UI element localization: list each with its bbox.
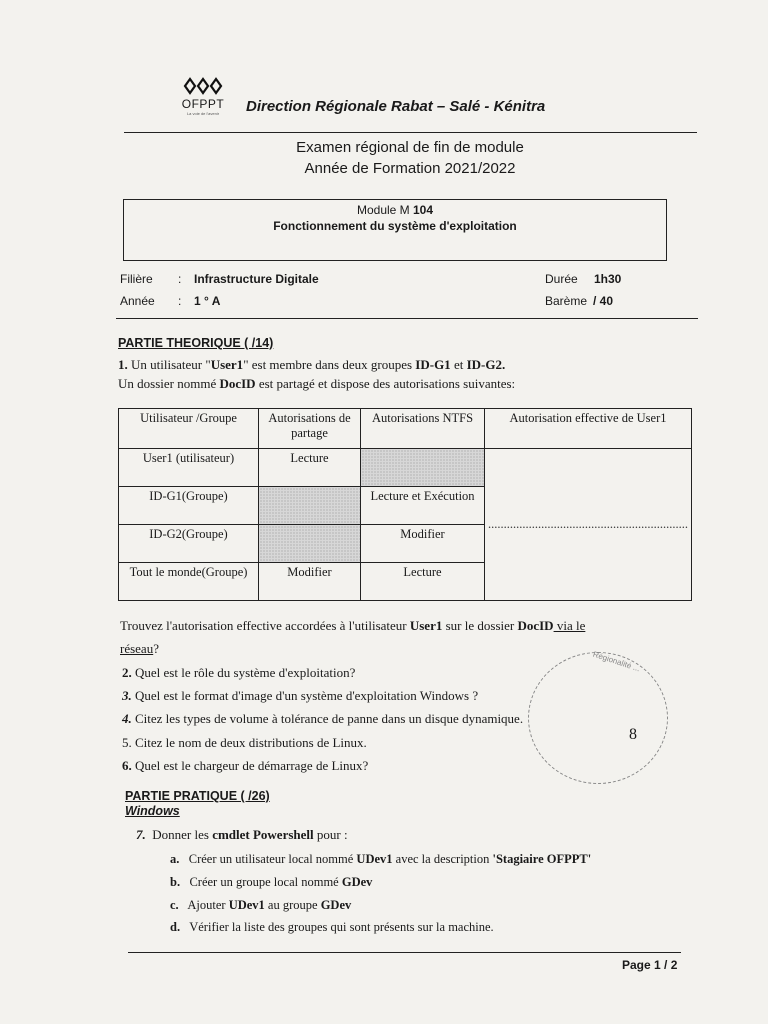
header-divider	[124, 132, 697, 133]
table-row	[119, 449, 692, 487]
row-ntfs: Lecture et Exécution	[361, 487, 485, 525]
exam-year: Année de Formation 2021/2022	[304, 160, 516, 177]
header-entity: Utilisateur /Groupe	[119, 409, 259, 449]
duree-label: Durée	[545, 272, 578, 286]
row-share: Modifier	[259, 563, 361, 601]
find-instruction-line-1: Trouvez l'autorisation effective accordées à l'utilisateur User1 sur le dossier DocID via le	[120, 618, 586, 633]
annee-sep: :	[178, 294, 182, 308]
info-divider	[116, 318, 698, 319]
row-share-shaded	[259, 525, 361, 563]
answer-dotted-line: ................................................................	[488, 517, 688, 531]
stamp-mark: 8	[629, 726, 637, 743]
row-entity: User1 (utilisateur)	[119, 449, 259, 487]
row-ntfs: Modifier	[361, 525, 485, 563]
filiere-value: Infrastructure Digitale	[194, 272, 319, 286]
question-7: 7. Donner les cmdlet Powershell pour :	[136, 827, 348, 842]
table-header-row	[119, 409, 692, 449]
practice-title: PARTIE PRATIQUE ( /26)	[125, 789, 270, 803]
module-box	[123, 199, 667, 261]
row-entity: Tout le monde(Groupe)	[119, 563, 259, 601]
question-1-line-2: Un dossier nommé DocID est partagé et dispose des autorisations suivantes:	[118, 376, 516, 391]
row-share: Lecture	[259, 449, 361, 487]
row-share-shaded	[259, 487, 361, 525]
row-entity: ID-G1(Groupe)	[119, 487, 259, 525]
module-code: Module M 104	[356, 203, 434, 217]
question-2: 2. Quel est le rôle du système d'exploitation?	[122, 665, 356, 680]
logo-tagline: La voie de l'avenir	[186, 111, 220, 116]
header-effective: Autorisation effective de User1	[485, 409, 692, 449]
task-a: a. Créer un utilisateur local nommé UDev1 avec la description 'Stagiaire OFPPT'	[170, 852, 592, 866]
task-b: b. Créer un groupe local nommé GDev	[170, 875, 373, 889]
annee-label: Année	[120, 294, 155, 308]
effective-answer-cell	[485, 449, 692, 601]
question-5: 5. Citez le nom de deux distributions de Linux.	[122, 735, 367, 750]
page-number: Page 1 / 2	[622, 958, 678, 972]
question-1-line-1: 1. Un utilisateur "User1" est membre dans deux groupes ID-G1 et ID-G2.	[118, 357, 506, 372]
question-4: 4. Citez les types de volume à tolérance de panne dans un disque dynamique.	[122, 711, 524, 726]
stamp-circle	[528, 649, 668, 784]
task-c: c. Ajouter UDev1 au groupe GDev	[170, 898, 352, 912]
permissions-table	[118, 408, 692, 601]
ofppt-logo	[178, 76, 228, 116]
practice-subtitle: Windows	[125, 804, 180, 818]
stamp-text: Régionalité ...	[591, 649, 642, 674]
task-d: d. Vérifier la liste des groupes qui sont présents sur la machine.	[170, 920, 494, 934]
question-3: 3. Quel est le format d'image d'un système d'exploitation Windows ?	[122, 688, 479, 703]
duree-value: 1h30	[594, 272, 622, 286]
row-ntfs: Lecture	[361, 563, 485, 601]
footer-divider	[128, 952, 681, 953]
question-6: 6. Quel est le chargeur de démarrage de Linux?	[122, 758, 369, 773]
row-ntfs-shaded	[361, 449, 485, 487]
theory-title: PARTIE THEORIQUE ( /14)	[118, 336, 274, 350]
annee-value: 1 ° A	[194, 294, 221, 308]
direction-title: Direction Régionale Rabat – Salé - Kénitra	[246, 98, 546, 115]
filiere-label: Filière	[120, 272, 153, 286]
header-share: Autorisations de partage	[259, 409, 361, 449]
module-name: Fonctionnement du système d'exploitation	[273, 219, 517, 233]
bareme-value: / 40	[593, 294, 614, 308]
find-instruction-line-2: réseau?	[120, 641, 159, 656]
exam-title: Examen régional de fin de module	[296, 139, 524, 156]
row-entity: ID-G2(Groupe)	[119, 525, 259, 563]
ofppt-logo-icon	[183, 76, 223, 96]
header-ntfs: Autorisations NTFS	[361, 409, 485, 449]
filiere-sep: :	[178, 272, 182, 286]
logo-name: OFPPT	[181, 97, 225, 111]
bareme-label: Barème	[545, 294, 588, 308]
